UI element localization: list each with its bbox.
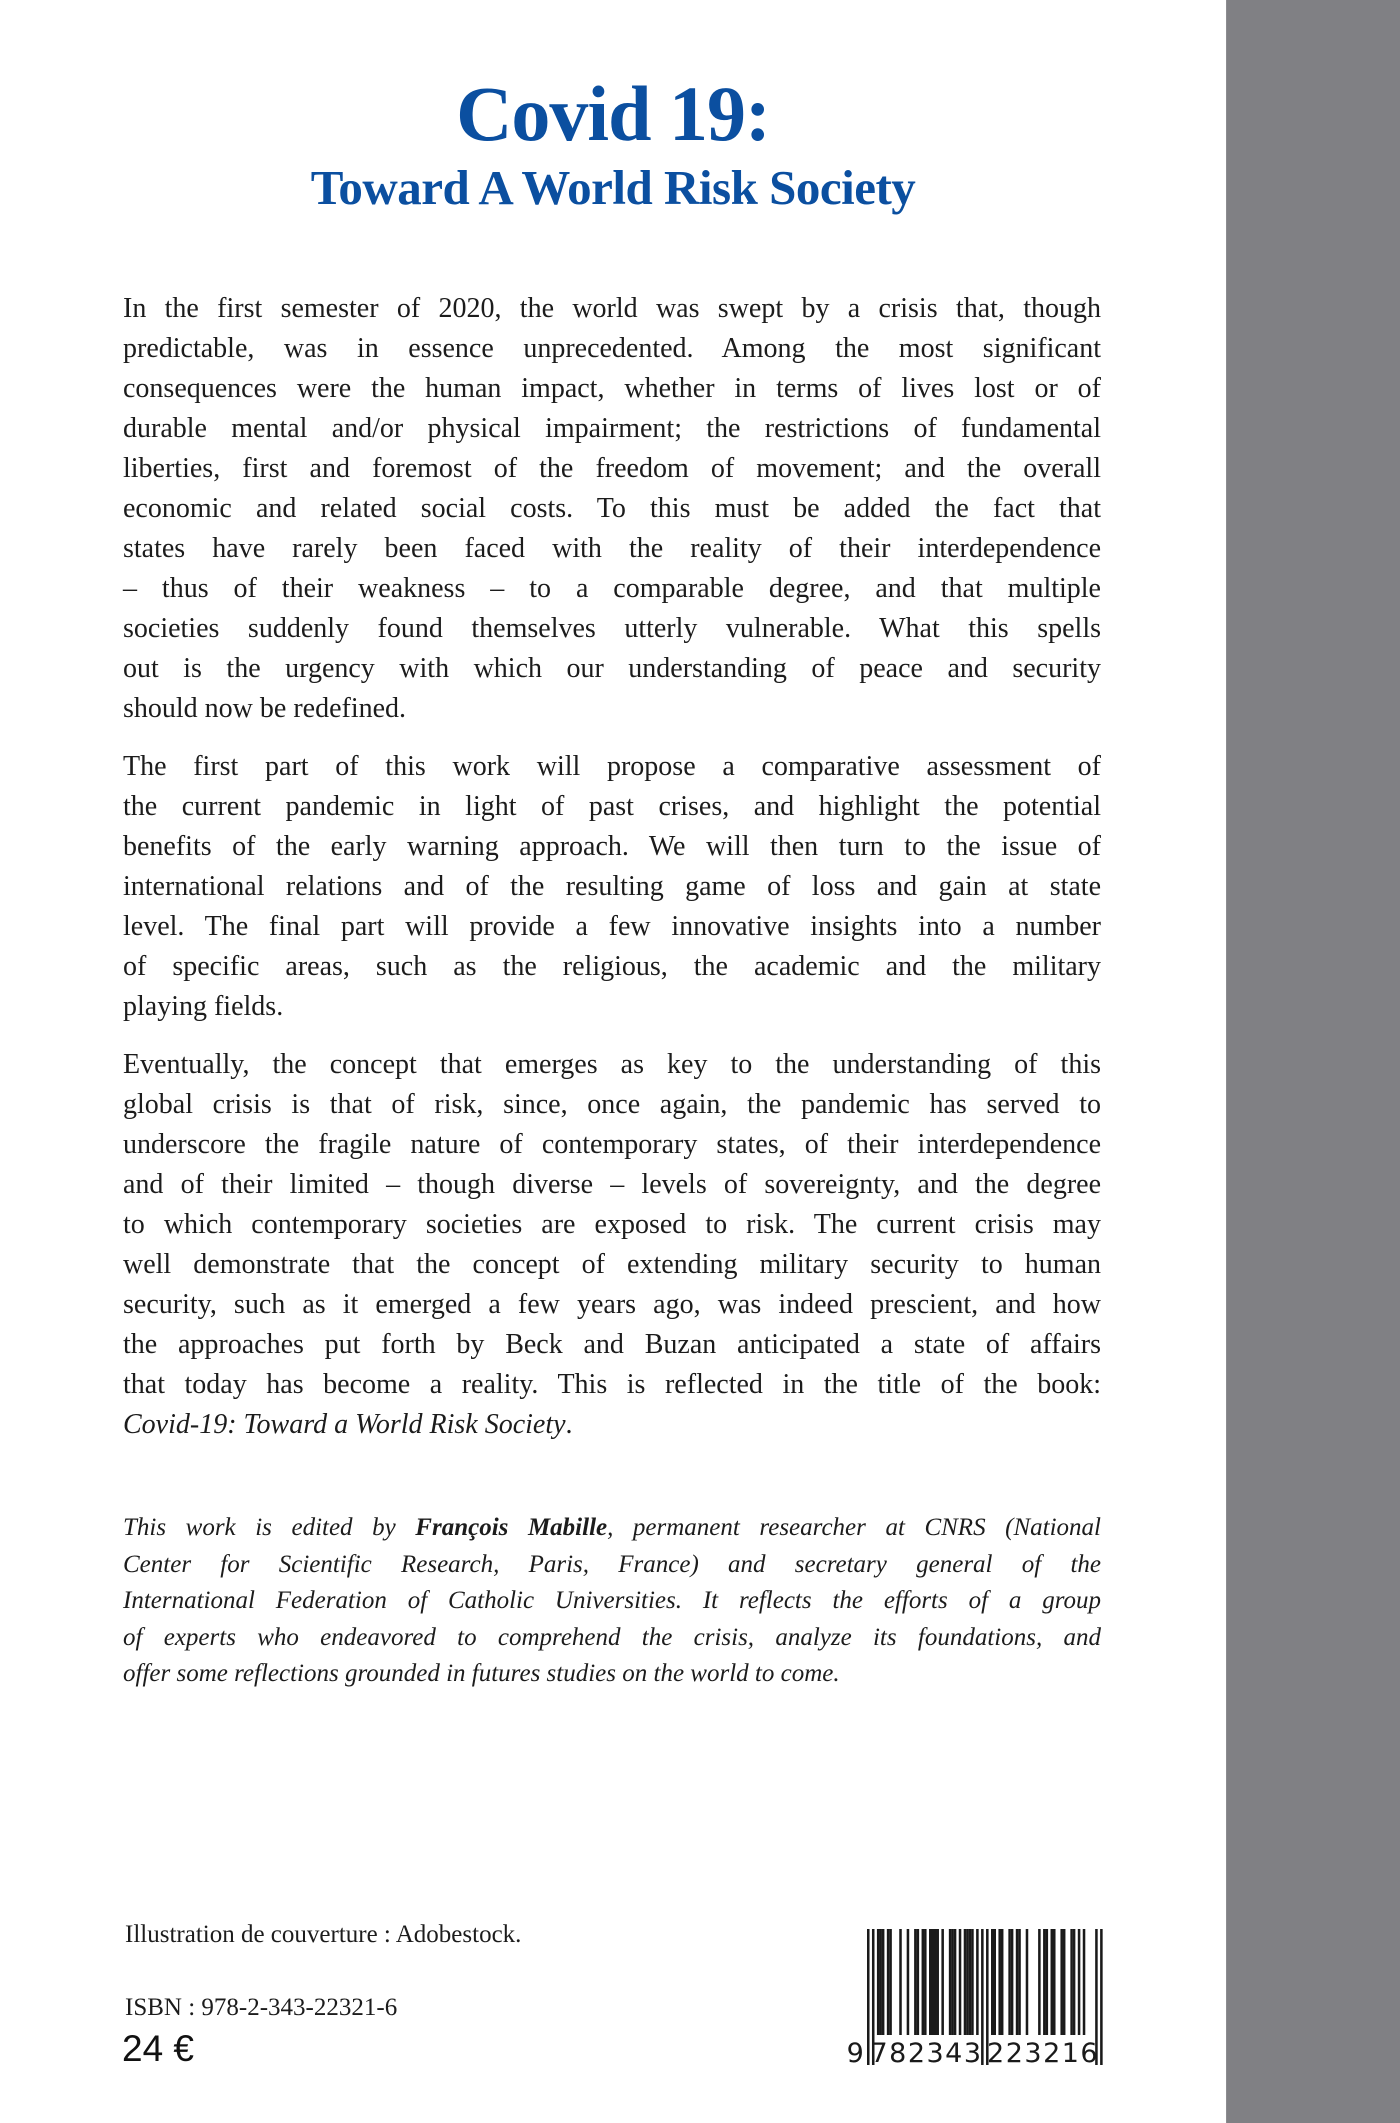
text-line: The first part of this work will propose a comparative assessment of bbox=[123, 751, 1101, 782]
text-line: benefits of the early warning approach. We will then turn to the issue of bbox=[123, 831, 1101, 862]
text-line: of experts who endeavored to comprehend the crisis, analyze its foundations, and bbox=[123, 1623, 1101, 1651]
illustration-credit: Illustration de couverture : Adobestock. bbox=[125, 1921, 522, 1948]
text-line: international relations and of the resulting game of loss and gain at state bbox=[123, 871, 1101, 902]
text-line: societies suddenly found themselves utterly vulnerable. What this spells bbox=[123, 613, 1101, 644]
text-line: should now be redefined. bbox=[123, 693, 407, 724]
text-line: playing fields. bbox=[123, 991, 284, 1022]
text-line: offer some reflections grounded in futures studies on the world to come. bbox=[123, 1660, 840, 1687]
book-title-italic: Covid-19: Toward a World Risk Society bbox=[123, 1409, 566, 1440]
text-line: and of their limited – though diverse – levels of sovereignty, and the degree bbox=[123, 1169, 1101, 1200]
editor-note bbox=[123, 1510, 1101, 1693]
text-line: global crisis is that of risk, since, once again, the pandemic has served to bbox=[123, 1089, 1101, 1120]
svg-text:782343: 782343 bbox=[870, 2038, 983, 2068]
book-title: Covid 19: bbox=[456, 70, 770, 157]
editor-name: François Mabille bbox=[415, 1514, 608, 1541]
blurb-paragraph-3 bbox=[123, 1045, 1101, 1445]
text-line bbox=[123, 1405, 1101, 1445]
spine-band bbox=[1226, 0, 1400, 2123]
isbn-label: ISBN : 978-2-343-22321-6 bbox=[125, 1994, 398, 2021]
blurb-paragraph-1 bbox=[123, 289, 1101, 729]
barcode bbox=[846, 1928, 1108, 2068]
text-line: Eventually, the concept that emerges as key to the understanding of this bbox=[123, 1049, 1101, 1080]
closing-punctuation: . bbox=[565, 1409, 573, 1440]
text-line: states have rarely been faced with the reality of their interdependence bbox=[123, 533, 1101, 564]
text-line: predictable, was in essence unprecedented. Among the most significant bbox=[123, 333, 1101, 364]
text-line: security, such as it emerged a few years ago, was indeed prescient, and how bbox=[123, 1289, 1101, 1320]
blurb-paragraph-2 bbox=[123, 747, 1101, 1027]
text-line: International Federation of Catholic Universities. It reflects the efforts of a group bbox=[123, 1587, 1101, 1614]
svg-text:223216: 223216 bbox=[987, 2038, 1100, 2068]
text-line: durable mental and/or physical impairment; the restrictions of fundamental bbox=[123, 413, 1101, 444]
text-line: liberties, first and foremost of the freedom of movement; and the overall bbox=[123, 453, 1101, 484]
text-line: well demonstrate that the concept of extending military security to human bbox=[123, 1249, 1101, 1280]
text-line: out is the urgency with which our understanding of peace and security bbox=[123, 653, 1101, 684]
text-line: Center for Scientific Research, Paris, France) and secretary general of the bbox=[123, 1550, 1101, 1578]
text-line: economic and related social costs. To this must be added the fact that bbox=[123, 493, 1101, 524]
text-line: to which contemporary societies are exposed to risk. The current crisis may bbox=[123, 1209, 1101, 1240]
barcode-icon bbox=[846, 1928, 1108, 2068]
blurb bbox=[123, 289, 1101, 1463]
text-line: In the first semester of 2020, the world was swept by a crisis that, though bbox=[123, 293, 1101, 324]
text-line: underscore the fragile nature of contemporary states, of their interdependence bbox=[123, 1129, 1101, 1160]
text-line: consequences were the human impact, whether in terms of lives lost or of bbox=[123, 373, 1101, 404]
price-label: 24 € bbox=[122, 2028, 195, 2069]
text-line: of specific areas, such as the religious, the academic and the military bbox=[123, 951, 1101, 982]
text-line: – thus of their weakness – to a comparable degree, and that multiple bbox=[123, 573, 1101, 604]
text-line: the current pandemic in light of past crises, and highlight the potential bbox=[123, 791, 1101, 822]
text-line: the approaches put forth by Beck and Buzan anticipated a state of affairs bbox=[123, 1329, 1101, 1360]
book-subtitle: Toward A World Risk Society bbox=[310, 160, 916, 215]
editor-note-suffix: , permanent researcher at CNRS (National bbox=[607, 1514, 1101, 1541]
text-line: that today has become a reality. This is reflected in the title of the book: bbox=[123, 1369, 1101, 1400]
text-line bbox=[123, 1510, 1101, 1547]
editor-note-prefix: This work is edited by bbox=[123, 1514, 416, 1541]
svg-text:9: 9 bbox=[846, 2038, 866, 2068]
text-line: level. The final part will provide a few innovative insights into a number bbox=[123, 911, 1101, 942]
